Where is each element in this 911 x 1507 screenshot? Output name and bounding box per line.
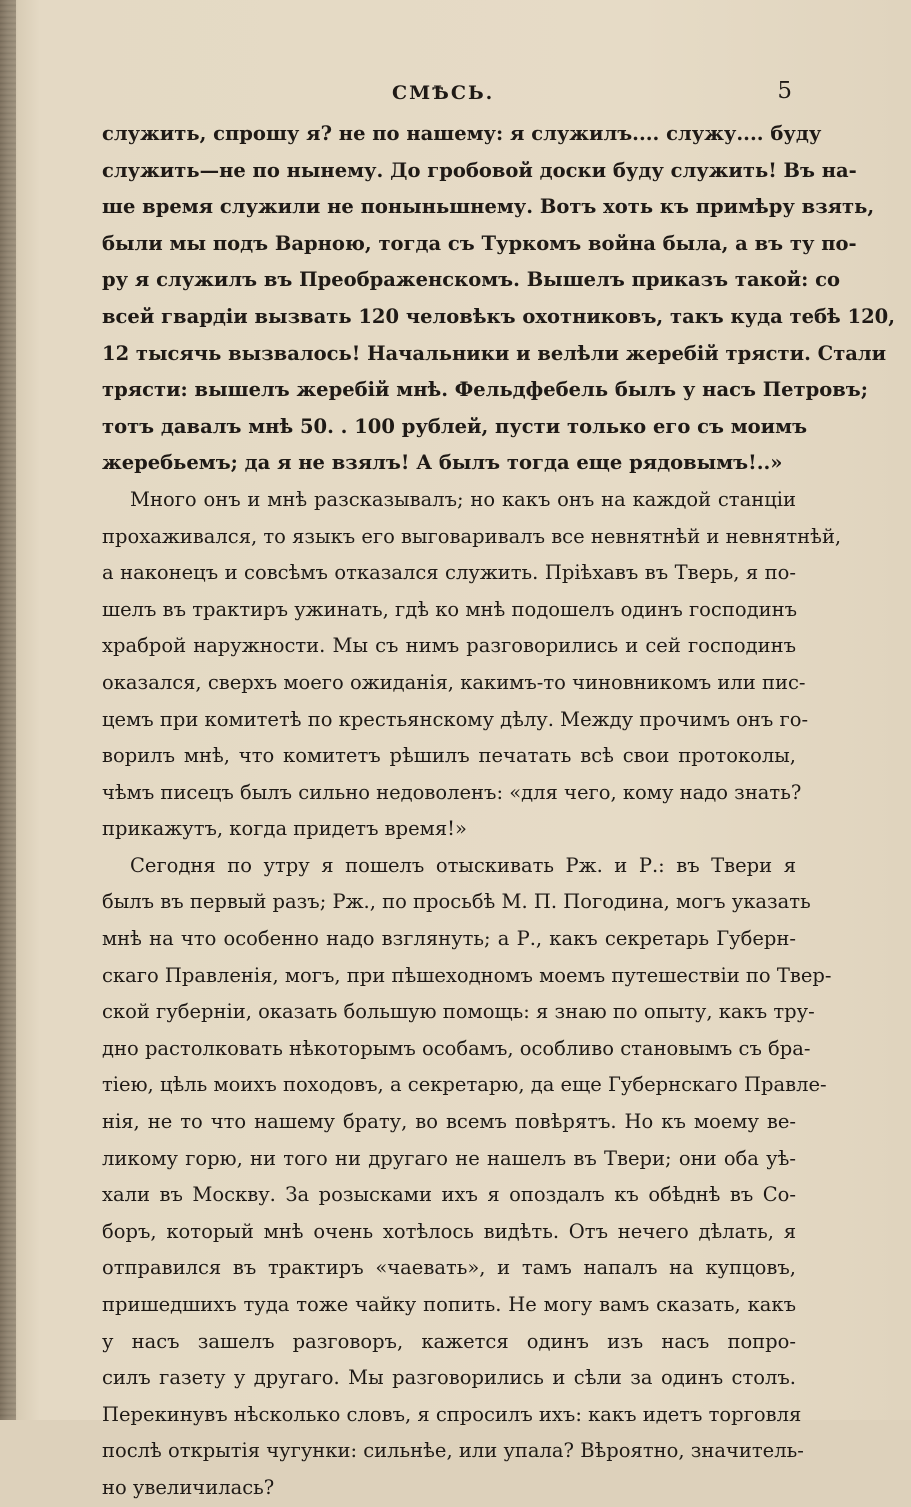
text-line: всей гвардіи вызвать 120 человѣкъ охотниковъ, такъ куда тебѣ 120, — [102, 304, 896, 328]
text-line: послѣ открытія чугунки: сильнѣе, или упала? Вѣроятно, значитель- — [102, 1439, 804, 1463]
text-line: мнѣ на что особенно надо взглянуть; а Р., какъ секретарь Губерн- — [102, 927, 796, 951]
text-line: прохаживался, то языкъ его выговаривалъ все невнятнѣй и невнятнѣй, — [102, 524, 842, 548]
text-line: служить, спрошу я? не по нашему: я служилъ.... служу.... буду — [102, 122, 822, 145]
text-line: ликому горю, ни того ни другаго не нашелъ въ Твери; они оба уѣ- — [102, 1146, 796, 1170]
text-line: Перекинувъ нѣсколько словъ, я спросилъ ихъ: какъ идетъ торговля — [102, 1402, 802, 1426]
text-line: ше время служили не поныньшнему. Вотъ хоть къ примѣру взять, — [102, 195, 875, 219]
text-line: былъ въ первый разъ; Рж., по просьбѣ М. П. Погодина, могъ указать — [102, 890, 811, 914]
text-line: дно растолковать нѣкоторымъ особамъ, особливо становымъ съ бра- — [102, 1036, 811, 1060]
text-line: скаго Правленія, могъ, при пѣшеходномъ моемъ путешествіи по Твер- — [102, 963, 832, 987]
text-line: оказался, сверхъ моего ожиданія, какимъ-то чиновникомъ или пис- — [102, 670, 806, 694]
text-line: шелъ въ трактиръ ужинать, гдѣ ко мнѣ подошелъ одинъ господинъ — [102, 597, 797, 621]
text-line: ской губерніи, оказать большую помощь: я знаю по опыту, какъ тру- — [102, 1000, 815, 1024]
page-header — [120, 78, 800, 108]
body-text — [102, 116, 896, 1507]
paragraph-start-line: Много онъ и мнѣ разсказывалъ; но какъ онъ на каждой станціи — [130, 487, 796, 511]
text-line: боръ, который мнѣ очень хотѣлось видѣть. Отъ нечего дѣлать, я — [102, 1219, 796, 1243]
paragraph-start-line: Сегодня по утру я пошелъ отыскивать Рж. и Р.: въ Твери я — [130, 853, 796, 877]
text-line: прикажутъ, когда придетъ время!» — [102, 817, 467, 841]
text-line: у насъ зашелъ разговоръ, кажется одинъ изъ насъ попро- — [102, 1329, 796, 1353]
page-number: 5 — [777, 78, 792, 104]
text-line: жеребьемъ; да я не взялъ! А былъ тогда еще рядовымъ!..» — [102, 451, 783, 475]
text-line: храброй наружности. Мы съ нимъ разговорились и сей господинъ — [102, 634, 796, 658]
text-line: трясти: вышелъ жеребій мнѣ. Фельдфебель былъ у насъ Петровъ; — [102, 378, 868, 402]
text-line: отправился въ трактиръ «чаевать», и тамъ напалъ на купцовъ, — [102, 1256, 796, 1280]
text-line: были мы подъ Варною, тогда съ Туркомъ война была, а въ ту по- — [102, 231, 857, 255]
text-line: пришедшихъ туда тоже чайку попить. Не могу вамъ сказать, какъ — [102, 1293, 796, 1316]
running-title: СМѢСЬ. — [392, 82, 495, 104]
page-binding-shadow — [0, 0, 16, 1420]
text-line: ворилъ мнѣ, что комитетъ рѣшилъ печатать всѣ свои протоколы, — [102, 744, 796, 768]
text-line: а наконецъ и совсѣмъ отказался служить. Пріѣхавъ въ Тверь, я по- — [102, 561, 796, 585]
text-line: служить—не по нынему. До гробовой доски буду служить! Въ на- — [102, 158, 857, 182]
text-line: но увеличилась? — [102, 1475, 275, 1499]
text-line: чѣмъ писецъ былъ сильно недоволенъ: «для чего, кому надо знать? — [102, 780, 802, 804]
text-line: нія, не то что нашему брату, во всемъ повѣрятъ. Но къ моему ве- — [102, 1110, 796, 1134]
text-line: ру я служилъ въ Преображенскомъ. Вышелъ приказъ такой: со — [102, 268, 841, 292]
text-line: силъ газету у другаго. Мы разговорились и сѣли за одинъ столъ. — [102, 1366, 796, 1390]
text-line: цемъ при комитетѣ по крестьянскому дѣлу. Между прочимъ онъ го- — [102, 707, 809, 731]
text-line: хали въ Москву. За розысками ихъ я опоздалъ къ обѣднѣ въ Со- — [102, 1183, 796, 1207]
text-line: 12 тысячь вызвалось! Начальники и велѣли жеребій трясти. Стали — [102, 341, 887, 365]
text-line: тіею, цѣль моихъ походовъ, а секретарю, да еще Губернскаго Правле- — [102, 1073, 827, 1097]
text-line: тотъ давалъ мнѣ 50. . 100 рублей, пусти только его съ моимъ — [102, 414, 808, 438]
